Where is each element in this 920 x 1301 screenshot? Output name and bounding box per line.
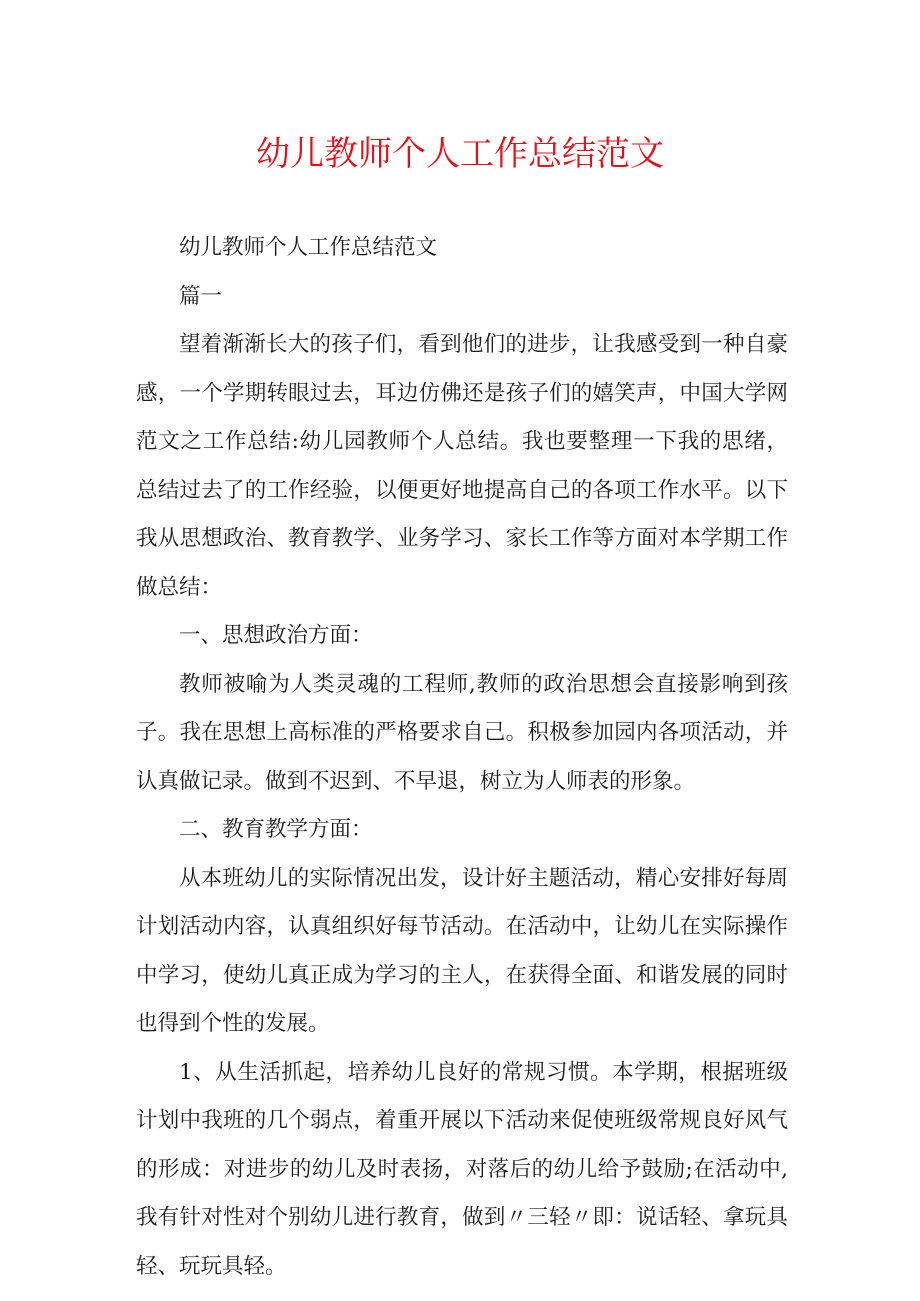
document-title: 幼儿教师个人工作总结范文 bbox=[256, 134, 664, 174]
paragraph-section-label: 篇一 bbox=[179, 283, 223, 309]
paragraph-political: 教师被喻为人类灵魂的工程师,教师的政治思想会直接影响到孩子。我在思想上高标准的严格要求自己。积极参加园内各项活动，并认真做记录。做到不迟到、不早退，树立为人师表的形象。 bbox=[136, 671, 788, 794]
heading-teaching: 二、教育教学方面： bbox=[179, 817, 373, 842]
document-body bbox=[136, 224, 788, 1291]
paragraph-teaching: 从本班幼儿的实际情况出发，设计好主题活动，精心安排好每周计划活动内容，认真组织好每节活动。在活动中，让幼儿在实际操作中学习，使幼儿真正成为学习的主人，在获得全面、和谐发展的同时也得到个性的发展。 bbox=[136, 865, 788, 1036]
paragraph-intro: 望着渐渐长大的孩子们，看到他们的进步，让我感受到一种自豪感，一个学期转眼过去，耳边仿佛还是孩子们的嬉笑声，中国大学网范文之工作总结:幼儿园教师个人总结。我也要整理一下我的思绪，总结过去了的工作经验，以便更好地提高自己的各项工作水平。以下我从思想政治、教育教学、业务学习、家长工作等方面对本学期工作做总结： bbox=[136, 332, 788, 600]
paragraph-habits: 1、从生活抓起，培养幼儿良好的常规习惯。本学期，根据班级计划中我班的几个弱点，着重开展以下活动来促使班级常规良好风气的形成：对进步的幼儿及时表扬，对落后的幼儿给予鼓励;在活动中,我有针对性对个别幼儿进行教育，做到〃三轻〃即：说话轻、拿玩具轻、玩玩具轻。 bbox=[136, 1059, 788, 1279]
heading-political: 一、思想政治方面： bbox=[179, 623, 373, 648]
paragraph-subtitle: 幼儿教师个人工作总结范文 bbox=[179, 235, 438, 260]
